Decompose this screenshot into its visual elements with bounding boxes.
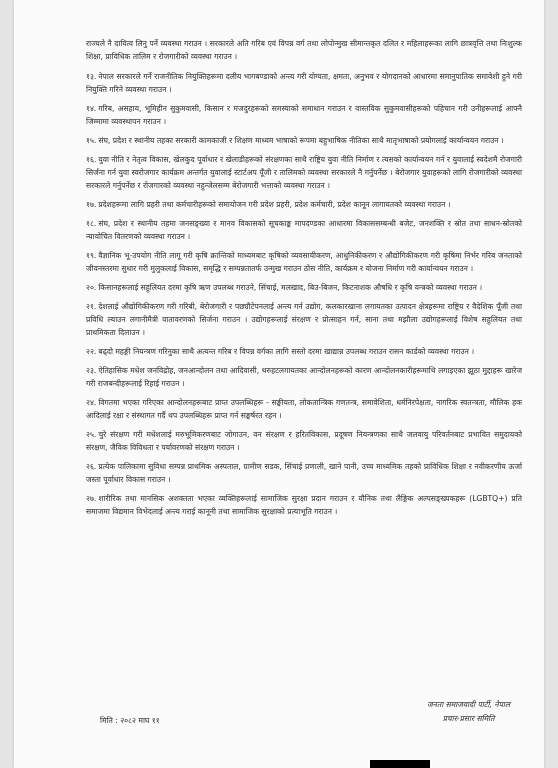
list-item	[86, 249, 522, 275]
item-text: संघ, प्रदेश र स्थानीय तहमा जनसङ्ख्या र मानव विकासको सूचकाङ्क मापदण्डका आधारमा विकाससम्बन्धी बजेट, जनशक्ति र स्रोत तथा साधन-स्रोतको न्यायोचित वितरणको व्यवस्था गराउन ।	[86, 219, 522, 241]
item-text: गरिब, असहाय, भूमिहीन सुकुमवासी, किसान र मजदुरहरूको समस्याको समाधान गराउन र वास्तविक सुकुमवासीहरूको पहिचान गरी उनीहरूलाई आफ्नै जिम्मामा व्यवस्थापन गराउन ।	[86, 104, 522, 126]
item-text: प्रदेशहरूमा लागि प्रहरी तथा कर्मचारीहरूको समायोजन गरी प्रदेश प्रहरी, प्रदेश कर्मचारी, प्रदेश कानून लागायतको व्यवस्था गराउन ।	[98, 200, 451, 209]
list-item	[86, 102, 522, 128]
item-number: २४.	[86, 398, 97, 407]
item-number: २२.	[86, 347, 97, 356]
list-item	[86, 492, 522, 518]
document-footer	[100, 698, 520, 738]
list-item	[86, 364, 522, 390]
scan-edge-mark	[370, 760, 430, 768]
item-text: बढ्दो महङ्गी नियन्त्रण गरिनुका साथै अत्यन्त गरिब र विपन्न वर्गका लागि सस्तो दरमा खाद्यान्न उपलब्ध गराउन रासन कार्डको व्यवस्था गराउन ।	[98, 347, 475, 356]
list-item	[86, 281, 522, 294]
signature-party: जनता समाजवादी पार्टी, नेपाल	[427, 700, 510, 709]
list-item	[86, 134, 522, 147]
item-text: नेपाल सरकारले गर्ने राजनीतिक नियुक्तिहरूमा दलीय भागबण्डाको अन्त्य गरी योग्यता, क्षमता, अनुभव र योगदानको आधारमा समानुपातिक समावेशी हुने गरी नियुक्ति गरिने व्यवस्था गराउन ।	[86, 72, 522, 94]
list-item	[86, 428, 522, 454]
intro-paragraph: राज्यले नै दायित्व लिनु पर्ने व्यवस्था गराउन । सरकारले अति गरिब एवं विपन्न वर्ग तथा लोपोन्मुख सीमान्तकृत दलित र महिलाहरूका लागि छात्रवृत्ति तथा निःशुल्क शिक्षा, प्राविधिक तालिम र रोजगारीको व्यवस्था गराउन ।	[86, 39, 522, 61]
item-number: १५.	[86, 136, 97, 145]
list-item	[86, 345, 522, 358]
item-text: किसानहरूलाई सहुलियत दरमा कृषि ऋण उपलब्ध गराउने, सिंचाई, मलखाद, बिउ-बिजन, किटनाशक औषधि र कृषि यन्त्रको व्यवस्था गराउन ।	[98, 283, 483, 292]
item-number: २०.	[86, 283, 97, 292]
list-item	[86, 153, 522, 192]
item-text: संघ, प्रदेश र स्थानीय तहका सरकारी कामकाजी र शिक्षण माध्यम भाषाको रूपमा बहुभाषिक नीतिका साथै मातृभाषाको प्रयोगलाई कार्यान्वयन गराउन ।	[98, 136, 504, 145]
item-number: १६.	[86, 155, 97, 164]
item-number: १८.	[86, 219, 97, 228]
item-number: २३.	[86, 366, 97, 375]
signature-block	[427, 698, 510, 726]
document-body	[86, 37, 522, 524]
item-text: युवा नीति र नेतृत्व विकास, खेलकुद पूर्वाधार र खेलाडीहरूको संरक्षणका साथै राष्ट्रिय युवा नीति निर्माण र त्यसको कार्यान्वयन गर्न र युवालाई स्वदेशमै रोजगारी सिर्जना गर्न युवा स्वरोजगार कार्यक्रम अन्तर्गत युवालाई स्टार्टअप पूँजी र तालिमको व्यवस्था सरकारले नै गर्नुपर्नेछ । बेरोजगार युवाहरूको लागि रोजगारीको व्यवस्था सरकारले गर्नुपर्नेछ र रोजगारको व्यवस्था नहुन्जेलसम्म बेरोजगारी भत्ताको व्यवस्था गराउन ।	[86, 155, 522, 190]
item-number: २५.	[86, 430, 97, 439]
document-page	[14, 0, 544, 768]
list-item	[86, 460, 522, 486]
list-item	[86, 396, 522, 422]
item-number: २७.	[86, 494, 97, 503]
item-number: १३.	[86, 72, 97, 81]
item-text: विगतमा भएका गरिएका आन्दोलनहरूबाट प्राप्त उपलब्धिहरू - सङ्घीयता, लोकतान्त्रिक गणतन्त्र, समावेशिता, धर्मनिरपेक्षता, नागरिक स्वतन्त्रता, मौलिक हक आदिलाई रक्षा र संस्थागत गर्दै थप उपलब्धिहरू प्राप्त गर्न सङ्घर्षरत रहन ।	[86, 398, 522, 420]
item-text: ऐतिहासिक मधेश जनविद्रोह, जनआन्दोलन तथा आदिवासी, थरुहटलगायतका आन्दोलनहरूको कारण आन्दोलनकारीहरूमाथि लगाइएका झूठा मुद्दाहरू खारेज गरी राजबन्दीहरूलाई रिहाई गराउन ।	[86, 366, 522, 388]
item-number: १७.	[86, 200, 97, 209]
list-item	[86, 300, 522, 339]
item-text: वैज्ञानिक भू-उपयोग नीति लागू गरी कृषि क्रान्तिको माध्यमबाट कृषिको व्यवसायीकरण, आधुनिकीकरण र औद्योगिकीकरण गरी कृषिमा निर्भर गरिब जनताको जीवनस्तरमा सुधार गरी मुलुकलाई विकास, समृद्धि र सम्पन्नतातर्फ उन्मुख गराउन ठोस नीति, कार्यक्रम र योजना निर्माण गरी कार्यान्वयन गराउन ।	[86, 251, 522, 273]
item-number: २१.	[86, 302, 97, 311]
item-text: प्रत्येक पालिकामा सुविधा सम्पन्न प्राथमिक अस्पताल, ग्रामीण सडक, सिंचाई प्रणाली, खाने पानी, उच्च माध्यमिक तहको प्राविधिक शिक्षा र नवीकरणीय ऊर्जा जस्ता पूर्वाधार विकास गराउन ।	[86, 462, 522, 484]
list-item	[86, 70, 522, 96]
list-item	[86, 217, 522, 243]
numbered-list	[86, 70, 522, 518]
item-number: २६.	[86, 462, 97, 471]
item-text: देशलाई औद्योगिकीकरण गरी गरिबी, बेरोजगारी र पछ्यौटेपनलाई अन्त्य गर्न उद्योग, कलकारखाना लगायतका उत्पादन क्षेत्रहरूमा राष्ट्रिय र वैदेशिक पूँजी तथा प्रविधि ल्याउन लगानीमैत्री वातावरणको सिर्जना गराउन । उद्योगहरूलाई संरक्षण र प्रोत्साहन गर्न, साना तथा मझौला उद्योगहरूलाई विशेष सहुलियत तथा प्राथमिकता दिलाउन ।	[86, 302, 522, 337]
issue-date: मिति : २०८२ माघ ११	[100, 716, 160, 725]
signature-committee: प्रचार-प्रसार समिति	[442, 714, 495, 723]
list-item	[86, 198, 522, 211]
item-number: १९.	[86, 251, 97, 260]
item-text: शारीरिक तथा मानसिक अशक्तता भएका व्यक्तिहरूलाई सामाजिक सुरक्षा प्रदान गराउन र यौनिक तथा लैङ्गिक अल्पसङ्ख्यकहरू (LGBTQ+) प्रति समाजमा विद्यमान विभेदलाई अन्त्य गराई कानूनी तथा सामाजिक सुरक्षाको प्रत्याभूति गराउन ।	[86, 494, 522, 516]
item-number: १४.	[86, 104, 97, 113]
item-text: चुरे संरक्षण गरी मधेशलाई मरुभूमिकरणबाट जोगाउन, वन संरक्षण र हरितविकास, प्रदूषण नियन्त्रणका साथै जलवायु परिवर्तनबाट प्रभावित समुदायको संरक्षण, जैविक विविधता र पर्यावरणको संरक्षण गराउन ।	[86, 430, 522, 452]
